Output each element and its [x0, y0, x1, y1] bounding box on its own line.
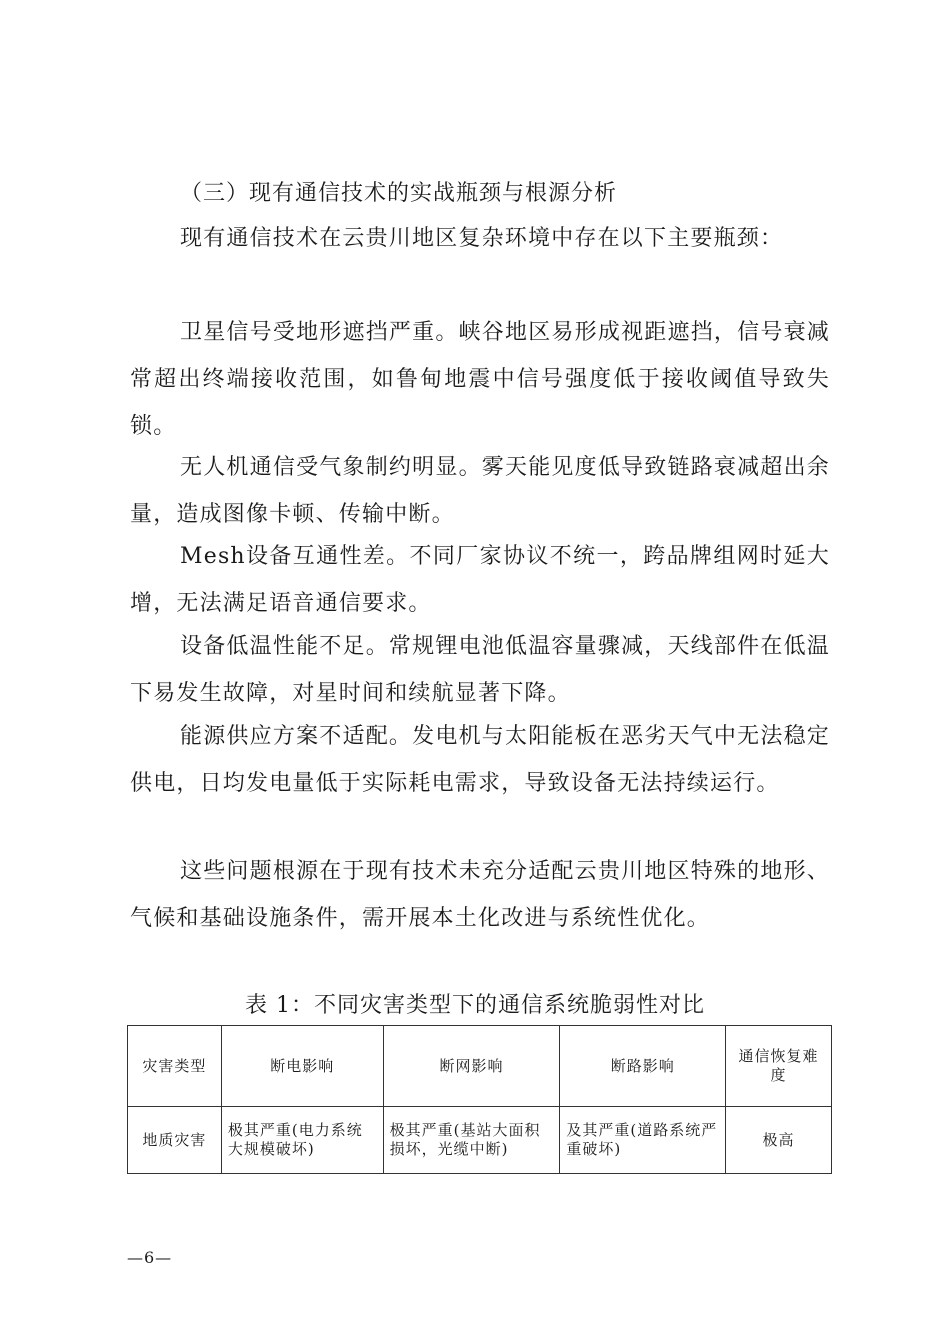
cell-road-impact: 及其严重(道路系统严重破坏) [560, 1107, 726, 1174]
page-number: —6— [127, 1248, 173, 1267]
paragraph-intro: 现有通信技术在云贵川地区复杂环境中存在以下主要瓶颈： [180, 226, 784, 251]
paragraph-energy: 能源供应方案不适配。发电机与太阳能板在恶劣天气中无法稳定供电，日均发电量低于实际耗电需求，导致设备无法持续运行。 [130, 724, 830, 796]
cell-network-impact: 极其严重(基站大面积损坏，光缆中断) [383, 1107, 560, 1174]
paragraph-uav: 无人机通信受气象制约明显。雾天能见度低导致链路衰减超出余量，造成图像卡顿、传输中断。 [130, 455, 830, 527]
cell-disaster-type: 地质灾害 [128, 1107, 222, 1174]
table-row [128, 1107, 832, 1174]
paragraph-root-cause: 这些问题根源在于现有技术未充分适配云贵川地区特殊的地形、气候和基础设施条件，需开展本土化改进与系统性优化。 [130, 859, 830, 931]
cell-recovery-difficulty: 极高 [726, 1107, 832, 1174]
table-caption: 表 1：不同灾害类型下的通信系统脆弱性对比 [245, 993, 705, 1018]
header-road-impact: 断路影响 [560, 1026, 726, 1107]
section-heading: （三）现有通信技术的实战瓶颈与根源分析 [180, 181, 618, 206]
header-disaster-type: 灾害类型 [128, 1026, 222, 1107]
header-recovery-difficulty: 通信恢复难度 [726, 1026, 832, 1107]
cell-power-impact: 极其严重(电力系统大规模破坏) [221, 1107, 383, 1174]
table-header-row [128, 1026, 832, 1107]
header-network-impact: 断网影响 [383, 1026, 560, 1107]
paragraph-low-temp: 设备低温性能不足。常规锂电池低温容量骤减，天线部件在低温下易发生故障，对星时间和续航显著下降。 [130, 634, 830, 706]
paragraph-satellite: 卫星信号受地形遮挡严重。峡谷地区易形成视距遮挡，信号衰减常超出终端接收范围，如鲁甸地震中信号强度低于接收阈值导致失锁。 [130, 320, 830, 439]
paragraph-mesh: Mesh设备互通性差。不同厂家协议不统一，跨品牌组网时延大增，无法满足语音通信要求。 [130, 544, 830, 616]
vulnerability-table [127, 1025, 832, 1174]
header-power-impact: 断电影响 [221, 1026, 383, 1107]
